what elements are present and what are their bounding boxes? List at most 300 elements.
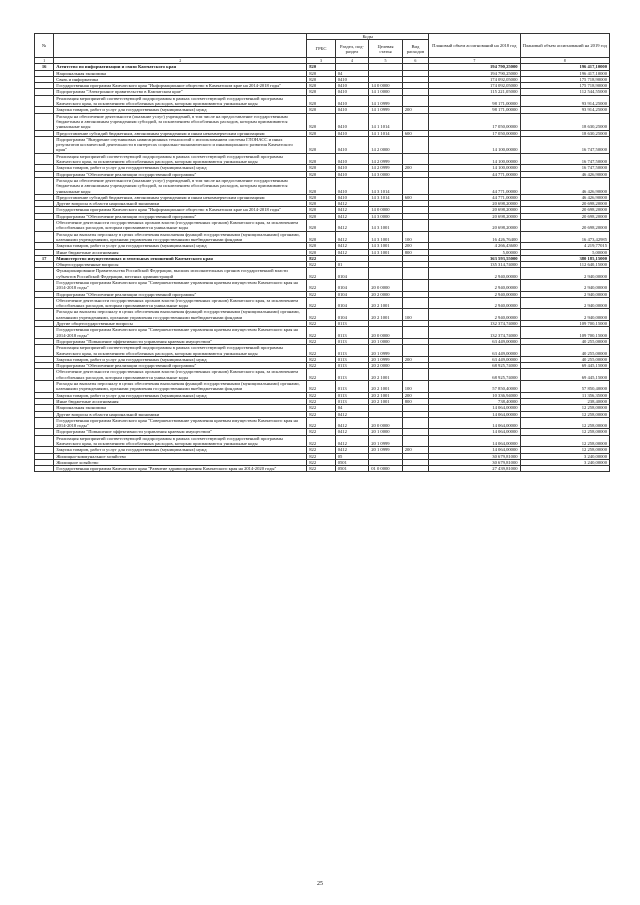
row-target-article: 14 3 1001 <box>369 231 403 243</box>
row-razdel: 0113 <box>335 338 369 344</box>
table-row <box>35 153 610 165</box>
row-expense-type: 200 <box>402 107 428 113</box>
row-grbs: 822 <box>307 338 335 344</box>
row-name: Государственная программа Камчатского края "Совершенствование управления краевым имуществом Камчатского края на 2014-2018 годы" <box>54 327 307 339</box>
row-amount-2019: 69 445,15000 <box>520 363 609 369</box>
row-target-article: 14 3 0000 <box>369 171 403 177</box>
row-target-article: 14 1 0000 <box>369 89 403 95</box>
row-grbs: 820 <box>307 76 335 82</box>
row-amount-2019: 20 698,20000 <box>520 207 609 213</box>
row-amount-2018: 17 050,00000 <box>429 113 520 130</box>
row-amount-2019: 175 718,90000 <box>520 76 609 82</box>
row-amount-2019: 3 240,00000 <box>520 453 609 459</box>
table-row <box>35 177 610 194</box>
row-expense-type <box>402 345 428 357</box>
row-amount-2018: 2 940,00000 <box>429 279 520 291</box>
row-razdel: 01 <box>335 262 369 268</box>
row-number <box>35 435 54 447</box>
row-grbs: 820 <box>307 64 335 70</box>
row-grbs: 822 <box>307 453 335 459</box>
row-amount-2019: 12 258,00000 <box>520 429 609 435</box>
row-expense-type: 100 <box>402 309 428 321</box>
row-amount-2018: 132 374,74000 <box>429 327 520 339</box>
row-amount-2018: 63 449,00000 <box>429 356 520 362</box>
table-row <box>35 113 610 130</box>
row-amount-2019: 112 640,15000 <box>520 262 609 268</box>
index-cell: 6 <box>402 58 428 64</box>
row-name: Подпрограмма "Внедрение спутниковых навигационных технологий с использованием системы ГЛОНАСС и иных результатов космической деятельности в интересах социально-экономического и инновационного развития Камчатского края" <box>54 136 307 153</box>
table-body <box>35 64 610 472</box>
row-number <box>35 345 54 357</box>
table-row <box>35 136 610 153</box>
row-amount-2018: 174 092,05000 <box>429 83 520 89</box>
row-amount-2019: 380 185,15000 <box>520 255 609 261</box>
row-amount-2019: 196 417,10000 <box>520 70 609 76</box>
row-name: Государственная программа Камчатского края "Совершенствование управления краевым имуществом Камчатского края на 2014-2018 годы" <box>54 279 307 291</box>
row-expense-type <box>402 268 428 280</box>
row-name: Закупка товаров, работ и услуг для государственных (муниципальных) нужд <box>54 243 307 249</box>
row-expense-type <box>402 327 428 339</box>
row-razdel: 0410 <box>335 177 369 194</box>
col-header-cs: Целевая статья <box>369 40 403 58</box>
row-name: Национальная экономика <box>54 70 307 76</box>
row-grbs: 822 <box>307 369 335 381</box>
row-amount-2018: 14 064,00000 <box>429 429 520 435</box>
row-name: Расходы на обеспечение деятельности (оказание услуг) учреждений, в том числе на предоставление государственным бюджетным и автономным учреждениям субсидий, за исключением обособленных расходов, которым присваиваются уникальные коды <box>54 113 307 130</box>
row-razdel: 0410 <box>335 83 369 89</box>
row-grbs: 822 <box>307 345 335 357</box>
row-target-article: 14 3 0000 <box>369 213 403 219</box>
row-amount-2019 <box>520 466 609 472</box>
row-number <box>35 153 54 165</box>
row-amount-2019: 69 445,15000 <box>520 369 609 381</box>
index-cell: 3 <box>307 58 335 64</box>
row-grbs: 820 <box>307 207 335 213</box>
row-expense-type <box>402 153 428 165</box>
row-amount-2019: 4 219,77015 <box>520 243 609 249</box>
row-grbs: 820 <box>307 249 335 255</box>
row-grbs: 822 <box>307 268 335 280</box>
row-amount-2018: 57 850,40000 <box>429 381 520 393</box>
row-amount-2019: 20 698,20000 <box>520 220 609 232</box>
row-amount-2018: 14 100,00000 <box>429 165 520 171</box>
row-name: Агентство по информатизации и связи Камчатского края <box>54 64 307 70</box>
row-amount-2018: 14 064,00000 <box>429 435 520 447</box>
row-target-article: 20 2 1001 <box>369 398 403 404</box>
row-grbs: 820 <box>307 165 335 171</box>
row-target-article: 20 0 0000 <box>369 279 403 291</box>
row-target-article: 20 2 1001 <box>369 392 403 398</box>
row-name: Расходы на выплаты персоналу в целях обеспечения выполнения функций государственными (муниципальными) органами, казенными учреждениями, органами управления государственными внебюджетными фондами <box>54 381 307 393</box>
row-amount-2019: 40 255,00000 <box>520 345 609 357</box>
col-header-name <box>54 34 307 58</box>
row-amount-2019: 2 940,00000 <box>520 268 609 280</box>
row-razdel: 04 <box>335 70 369 76</box>
row-name: Государственная программа Камчатского края "Совершенствование управления краевым имуществом Камчатского края на 2014-2018 годы" <box>54 417 307 429</box>
row-name: Государственная программа Камчатского края "Информационное общество в Камчатском крае на 2014-2018 годы" <box>54 207 307 213</box>
row-grbs: 820 <box>307 130 335 136</box>
row-grbs: 820 <box>307 107 335 113</box>
row-amount-2018: 63 449,00000 <box>429 338 520 344</box>
row-grbs: 822 <box>307 429 335 435</box>
row-expense-type <box>402 279 428 291</box>
row-name: Жилищное хозяйство <box>54 459 307 465</box>
row-amount-2019: 16 747,50000 <box>520 165 609 171</box>
index-cell: 1 <box>35 58 54 64</box>
row-grbs: 822 <box>307 327 335 339</box>
row-name: Подпрограмма "Обеспечение реализации государственной программы" <box>54 171 307 177</box>
row-name: Расходы на выплаты персоналу в целях обеспечения выполнения функций государственными (муниципальными) органами, казенными учреждениями, органами управления государственными внебюджетными фондами <box>54 231 307 243</box>
row-amount-2018: 14 064,00000 <box>429 447 520 453</box>
col-header-2018: Плановый объем ассигнований на 2018 год <box>429 34 520 58</box>
row-target-article: 20 2 0000 <box>369 291 403 297</box>
row-razdel: 0501 <box>335 459 369 465</box>
row-amount-2019: 3 240,00000 <box>520 459 609 465</box>
row-amount-2019: 12 258,00000 <box>520 411 609 417</box>
row-target-article: 20 2 1001 <box>369 381 403 393</box>
row-razdel: 0113 <box>335 356 369 362</box>
row-grbs: 820 <box>307 201 335 207</box>
table-row <box>35 309 610 321</box>
table-row <box>35 435 610 447</box>
row-amount-2019: 238,40000 <box>520 398 609 404</box>
row-grbs: 820 <box>307 95 335 107</box>
row-target-article: 14 2 0999 <box>369 153 403 165</box>
row-grbs: 820 <box>307 220 335 232</box>
budget-table <box>34 33 610 472</box>
row-target-article: 14 2 0999 <box>369 165 403 171</box>
row-grbs: 822 <box>307 466 335 472</box>
row-grbs: 822 <box>307 417 335 429</box>
row-name: Обеспечение деятельности государственных органов власти (государственных органов) Камчатского края, за исключением обособленных расходов, которым присваиваются уникальные коды <box>54 369 307 381</box>
row-amount-2018: 30 679,81000 <box>429 459 520 465</box>
row-grbs: 820 <box>307 194 335 200</box>
row-amount-2019: 5,00000 <box>520 249 609 255</box>
row-amount-2019: 18 630,25000 <box>520 113 609 130</box>
table-row <box>35 268 610 280</box>
table-row <box>35 95 610 107</box>
row-amount-2018: 63 449,00000 <box>429 345 520 357</box>
row-amount-2019: 12 258,00000 <box>520 435 609 447</box>
row-amount-2018: 17 050,00000 <box>429 130 520 136</box>
row-target-article: 20 1 0000 <box>369 338 403 344</box>
row-amount-2018: 2 940,00000 <box>429 297 520 309</box>
row-name: Другие общегосударственные вопросы <box>54 321 307 327</box>
row-target-article: 20 2 1001 <box>369 369 403 381</box>
row-amount-2019: 57 850,40000 <box>520 381 609 393</box>
row-grbs: 822 <box>307 398 335 404</box>
col-header-vr: Вид расходов <box>402 40 428 58</box>
row-name: Расходы на обеспечение деятельности (оказание услуг) учреждений, в том числе на предоставление государственным бюджетным и автономным учреждениям субсидий, за исключением обособленных расходов, которым присваиваются уникальные коды <box>54 177 307 194</box>
row-expense-type: 100 <box>402 231 428 243</box>
table-row <box>35 220 610 232</box>
row-target-article: 14 3 1014 <box>369 177 403 194</box>
row-target-article: 14 0 0000 <box>369 207 403 213</box>
row-razdel: 0104 <box>335 268 369 280</box>
row-amount-2019: 2 940,00000 <box>520 291 609 297</box>
row-razdel: 0410 <box>335 113 369 130</box>
row-amount-2019: 12 258,00000 <box>520 417 609 429</box>
row-target-article: 14 3 1001 <box>369 220 403 232</box>
row-name: Государственная программа Камчатского края "Развитие здравоохранения Камчатского края на 2014-2020 годы" <box>54 466 307 472</box>
table-row <box>35 231 610 243</box>
row-razdel: 0412 <box>335 243 369 249</box>
row-number <box>35 417 54 429</box>
row-amount-2018: 2 940,00000 <box>429 309 520 321</box>
row-amount-2018: 2 940,00000 <box>429 268 520 280</box>
row-name: Жилищно-коммунальное хозяйство <box>54 453 307 459</box>
row-razdel: 0410 <box>335 130 369 136</box>
row-amount-2018: 115 221,05000 <box>429 89 520 95</box>
row-grbs: 820 <box>307 171 335 177</box>
row-expense-type: 800 <box>402 398 428 404</box>
row-razdel: 0412 <box>335 429 369 435</box>
row-target-article: 14 3 1001 <box>369 243 403 249</box>
row-amount-2018: 10 336,94000 <box>429 392 520 398</box>
row-razdel: 0412 <box>335 417 369 429</box>
row-razdel: 0412 <box>335 213 369 219</box>
row-grbs: 820 <box>307 136 335 153</box>
row-target-article: 20 2 1001 <box>369 309 403 321</box>
row-razdel: 0410 <box>335 95 369 107</box>
row-amount-2019: 175 718,90000 <box>520 83 609 89</box>
row-amount-2018: 44 771,00000 <box>429 177 520 194</box>
row-razdel: 0113 <box>335 363 369 369</box>
row-amount-2019: 18 630,25000 <box>520 130 609 136</box>
row-grbs: 820 <box>307 70 335 76</box>
row-amount-2018: 14 064,00000 <box>429 411 520 417</box>
col-header-razdel: Раздел, под-раздел <box>335 40 369 58</box>
document-page <box>34 33 610 472</box>
row-amount-2019: 46 426,90000 <box>520 194 609 200</box>
row-name: Закупка товаров, работ и услуг для государственных (муниципальных) нужд <box>54 392 307 398</box>
row-grbs: 822 <box>307 255 335 261</box>
row-name: Иные бюджетные ассигнования <box>54 249 307 255</box>
row-razdel: 0412 <box>335 249 369 255</box>
row-razdel: 0113 <box>335 381 369 393</box>
row-razdel: 04 <box>335 405 369 411</box>
row-expense-type <box>402 113 428 130</box>
row-amount-2019: 196 417,10000 <box>520 64 609 70</box>
row-target-article: 14 3 1001 <box>369 249 403 255</box>
row-amount-2018: 20 698,20000 <box>429 220 520 232</box>
row-name: Подпрограмма "Обеспечение реализации государственной программы" <box>54 363 307 369</box>
col-header-codes: Коды <box>307 34 429 40</box>
row-target-article: 14 3 1014 <box>369 194 403 200</box>
row-name: Реализация мероприятий соответствующей подпрограммы в рамках соответствующей государственной программы Камчатского края, за исключением обособленных расходов, которым присваиваются уникальные коды <box>54 153 307 165</box>
row-name: Связь и информатика <box>54 76 307 82</box>
row-name: Обеспечение деятельности государственных органов власти (государственных органов) Камчатского края, за исключением обособленных расходов, которым присваиваются уникальные коды <box>54 297 307 309</box>
row-number <box>35 220 54 232</box>
row-name: Закупка товаров, работ и услуг для государственных (муниципальных) нужд <box>54 165 307 171</box>
col-header-2019: Плановый объем ассигнований на 2019 год <box>520 34 609 58</box>
row-expense-type: 200 <box>402 165 428 171</box>
row-amount-2018: 68 925,74000 <box>429 363 520 369</box>
row-amount-2019: 46 426,90000 <box>520 171 609 177</box>
row-amount-2019: 40 255,00000 <box>520 338 609 344</box>
row-grbs: 820 <box>307 243 335 249</box>
row-amount-2018: 194 790,25000 <box>429 64 520 70</box>
row-amount-2019: 16 747,50000 <box>520 136 609 153</box>
row-name: Подпрограмма "Повышение эффективности управления краевым имуществом" <box>54 429 307 435</box>
row-target-article: 20 1 0999 <box>369 356 403 362</box>
row-name: Закупка товаров, работ и услуг для государственных (муниципальных) нужд <box>54 447 307 453</box>
row-expense-type: 200 <box>402 447 428 453</box>
row-number <box>35 309 54 321</box>
row-name: Закупка товаров, работ и услуг для государственных (муниципальных) нужд <box>54 107 307 113</box>
row-amount-2018: 14 100,00000 <box>429 136 520 153</box>
row-razdel: 0410 <box>335 194 369 200</box>
row-number <box>35 369 54 381</box>
index-cell: 7 <box>429 58 520 64</box>
row-razdel: 0410 <box>335 153 369 165</box>
row-grbs: 822 <box>307 459 335 465</box>
row-grbs: 822 <box>307 297 335 309</box>
row-expense-type <box>402 220 428 232</box>
table-row <box>35 279 610 291</box>
row-number <box>35 177 54 194</box>
row-amount-2018: 44 771,00000 <box>429 171 520 177</box>
row-amount-2019: 109 700,15000 <box>520 321 609 327</box>
row-target-article: 14 1 0999 <box>369 95 403 107</box>
row-amount-2018: 98 171,00000 <box>429 107 520 113</box>
row-razdel: 05 <box>335 453 369 459</box>
row-number <box>35 297 54 309</box>
row-number <box>35 95 54 107</box>
row-number <box>35 327 54 339</box>
row-target-article: 20 2 1001 <box>369 297 403 309</box>
row-number <box>35 113 54 130</box>
row-razdel: 0113 <box>335 327 369 339</box>
row-number <box>35 136 54 153</box>
row-name: Предоставление субсидий бюджетным, автономным учреждениям и иным некоммерческим организациям <box>54 130 307 136</box>
row-amount-2019: 20 698,20000 <box>520 213 609 219</box>
row-grbs: 820 <box>307 231 335 243</box>
row-expense-type: 200 <box>402 356 428 362</box>
row-name: Подпрограмма "Электронное правительство в Камчатском крае" <box>54 89 307 95</box>
row-name: Другие вопросы в области национальной экономики <box>54 411 307 417</box>
row-razdel: 0410 <box>335 165 369 171</box>
row-amount-2018: 174 092,05000 <box>429 76 520 82</box>
row-grbs: 820 <box>307 83 335 89</box>
row-target-article: 20 1 0000 <box>369 429 403 435</box>
row-expense-type: 600 <box>402 130 428 136</box>
row-amount-2019: 20 698,20000 <box>520 201 609 207</box>
row-name: Подпрограмма "Обеспечение реализации государственной программы" <box>54 213 307 219</box>
row-amount-2018: 44 771,00000 <box>429 194 520 200</box>
row-amount-2019: 16 747,50000 <box>520 153 609 165</box>
row-amount-2018: 4 266,43600 <box>429 243 520 249</box>
row-target-article: 20 0 0000 <box>369 327 403 339</box>
row-razdel: 0104 <box>335 291 369 297</box>
row-expense-type <box>402 177 428 194</box>
row-expense-type <box>402 417 428 429</box>
row-target-article: 01 0 0000 <box>369 466 403 472</box>
row-razdel: 0412 <box>335 220 369 232</box>
row-razdel: 0410 <box>335 89 369 95</box>
row-razdel: 0104 <box>335 309 369 321</box>
row-razdel: 0412 <box>335 411 369 417</box>
row-name: Реализация мероприятий соответствующей подпрограммы в рамках соответствующей государственной программы Камчатского края, за исключением обособленных расходов, которым присваиваются уникальные коды <box>54 345 307 357</box>
row-target-article: 20 2 0000 <box>369 363 403 369</box>
row-grbs: 822 <box>307 392 335 398</box>
row-expense-type <box>402 466 428 472</box>
row-grbs: 822 <box>307 405 335 411</box>
row-razdel: 0412 <box>335 207 369 213</box>
row-number <box>35 268 54 280</box>
row-target-article: 20 1 0999 <box>369 435 403 447</box>
row-amount-2019: 2 940,00000 <box>520 279 609 291</box>
row-amount-2018: 135 314,74000 <box>429 262 520 268</box>
row-razdel: 0410 <box>335 171 369 177</box>
row-grbs: 820 <box>307 213 335 219</box>
row-razdel: 0113 <box>335 321 369 327</box>
row-amount-2018: 20 698,20000 <box>429 207 520 213</box>
row-grbs: 822 <box>307 381 335 393</box>
row-amount-2018: 194 790,25000 <box>429 70 520 76</box>
row-name: Обеспечение деятельности государственных органов власти (государственных органов) Камчатского края, за исключением обособленных расходов, которым присваиваются уникальные коды <box>54 220 307 232</box>
row-amount-2018: 16 426,76400 <box>429 231 520 243</box>
row-expense-type: 600 <box>402 194 428 200</box>
row-razdel: 0412 <box>335 231 369 243</box>
row-amount-2019: 46 426,90000 <box>520 177 609 194</box>
row-number <box>35 279 54 291</box>
row-target-article: 14 0 0000 <box>369 83 403 89</box>
row-amount-2018: 132 374,74000 <box>429 321 520 327</box>
index-cell: 8 <box>520 58 609 64</box>
row-grbs: 822 <box>307 279 335 291</box>
row-grbs: 820 <box>307 89 335 95</box>
row-razdel: 0501 <box>335 466 369 472</box>
row-razdel: 0104 <box>335 279 369 291</box>
index-cell: 4 <box>335 58 369 64</box>
row-name: Подпрограмма "Повышение эффективности управления краевым имуществом" <box>54 338 307 344</box>
row-grbs: 822 <box>307 356 335 362</box>
table-row <box>35 417 610 429</box>
row-target-article: 20 1 0999 <box>369 447 403 453</box>
row-razdel: 0113 <box>335 345 369 357</box>
row-razdel: 0113 <box>335 398 369 404</box>
row-target-article: 14 1 0999 <box>369 107 403 113</box>
row-number <box>35 381 54 393</box>
row-expense-type <box>402 435 428 447</box>
row-amount-2019: 16 473,42985 <box>520 231 609 243</box>
row-grbs: 822 <box>307 447 335 453</box>
row-expense-type <box>402 369 428 381</box>
table-row <box>35 345 610 357</box>
table-row <box>35 327 610 339</box>
row-grbs: 822 <box>307 262 335 268</box>
row-number <box>35 466 54 472</box>
row-name: Общегосударственные вопросы <box>54 262 307 268</box>
row-amount-2018: 5,00000 <box>429 249 520 255</box>
row-razdel: 0113 <box>335 392 369 398</box>
row-amount-2019: 12 258,00000 <box>520 447 609 453</box>
row-razdel: 0113 <box>335 369 369 381</box>
row-target-article <box>369 268 403 280</box>
row-expense-type: 200 <box>402 392 428 398</box>
row-grbs: 822 <box>307 309 335 321</box>
row-expense-type: 100 <box>402 381 428 393</box>
row-razdel: 0410 <box>335 107 369 113</box>
row-amount-2018: 30 679,81000 <box>429 453 520 459</box>
row-name: Государственная программа Камчатского края "Информационное общество в Камчатском крае на 2014-2018 годы" <box>54 83 307 89</box>
row-razdel: 0410 <box>335 136 369 153</box>
row-number: 16 <box>35 64 54 70</box>
table-row <box>35 381 610 393</box>
row-name: Реализация мероприятий соответствующей подпрограммы в рамках соответствующей государственной программы Камчатского края, за исключением обособленных расходов, которым присваиваются уникальные коды <box>54 95 307 107</box>
row-amount-2019: 93 914,25000 <box>520 95 609 107</box>
